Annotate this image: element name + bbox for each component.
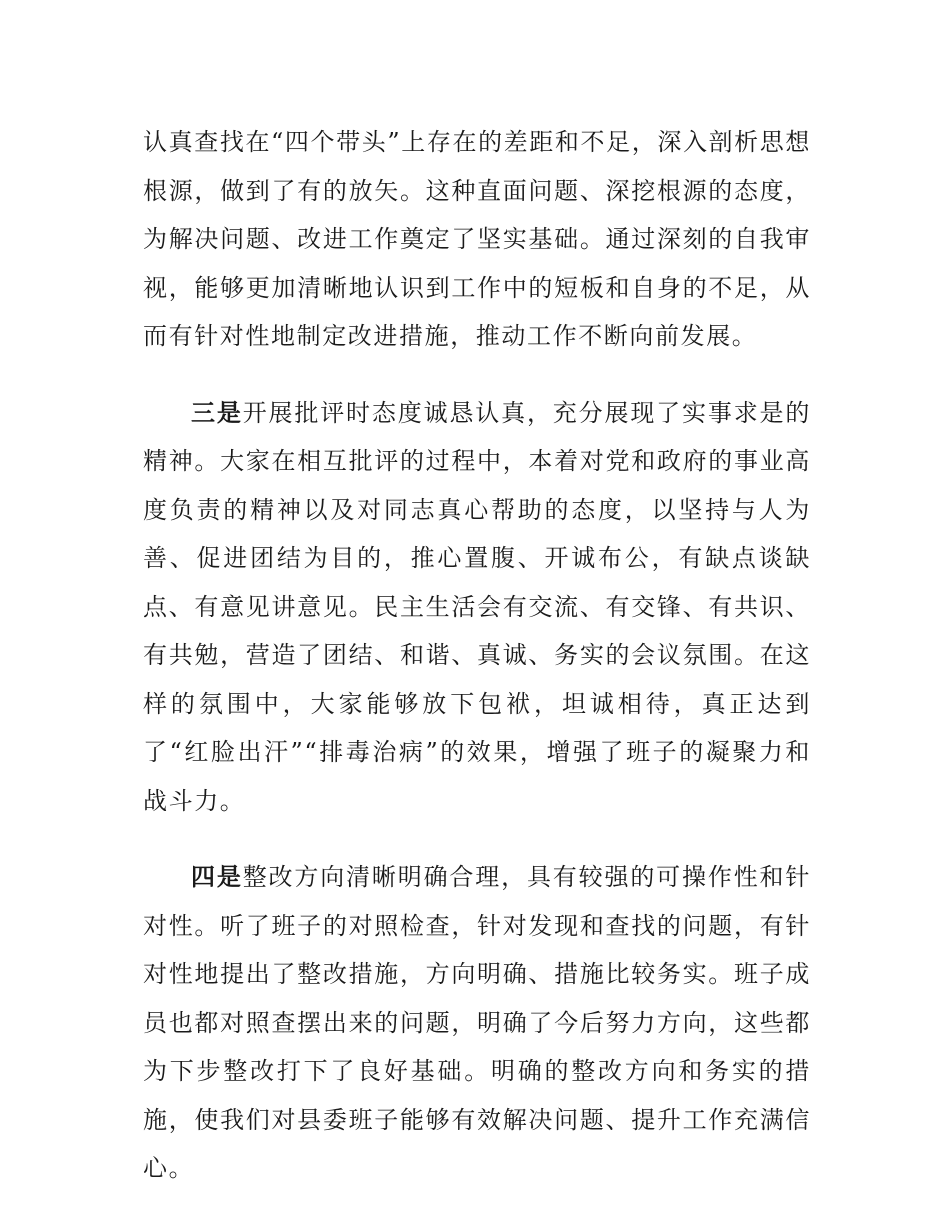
paragraph-text: 开展批评时态度诚恳认真，充分展现了实事求是的精神。大家在相互批评的过程中，本着对党和政府的事业高度负责的精神以及对同志真心帮助的态度，以坚持与人为善、促进团结为目的，推心置腹、开诚布公，有缺点谈缺点、有意见讲意见。民主生活会有交流、有交锋、有共识、有共勉，营造了团结、和谐、真诚、务实的会议氛围。在这样的氛围中，大家能够放下包袱，坦诚相待，真正达到了“红脸出汗”“排毒治病”的效果，增强了班子的凝聚力和战斗力。 bbox=[143, 398, 811, 815]
paragraph-lead: 四是 bbox=[191, 863, 243, 891]
paragraph-point-four bbox=[143, 853, 811, 1193]
paragraph-point-three bbox=[143, 389, 811, 826]
paragraph-text: 认真查找在“四个带头”上存在的差距和不足，深入剖析思想根源，做到了有的放矢。这种直面问题、深挖根源的态度，为解决问题、改进工作奠定了坚实基础。通过深刻的自我审视，能够更加清晰地认识到工作中的短板和自身的不足，从而有针对性地制定改进措施，推动工作不断向前发展。 bbox=[143, 128, 811, 350]
paragraph-lead: 三是 bbox=[191, 398, 243, 427]
paragraph-continuation bbox=[143, 118, 811, 361]
paragraph-spacer bbox=[143, 825, 811, 853]
document-body bbox=[143, 118, 811, 1193]
paragraph-spacer bbox=[143, 361, 811, 389]
paragraph-text: 整改方向清晰明确合理，具有较强的可操作性和针对性。听了班子的对照检查，针对发现和查找的问题，有针对性地提出了整改措施，方向明确、措施比较务实。班子成员也都对照查摆出来的问题，明确了今后努力方向，这些都为下步整改打下了良好基础。明确的整改方向和务实的措施，使我们对县委班子能够有效解决问题、提升工作充满信心。 bbox=[143, 863, 811, 1182]
